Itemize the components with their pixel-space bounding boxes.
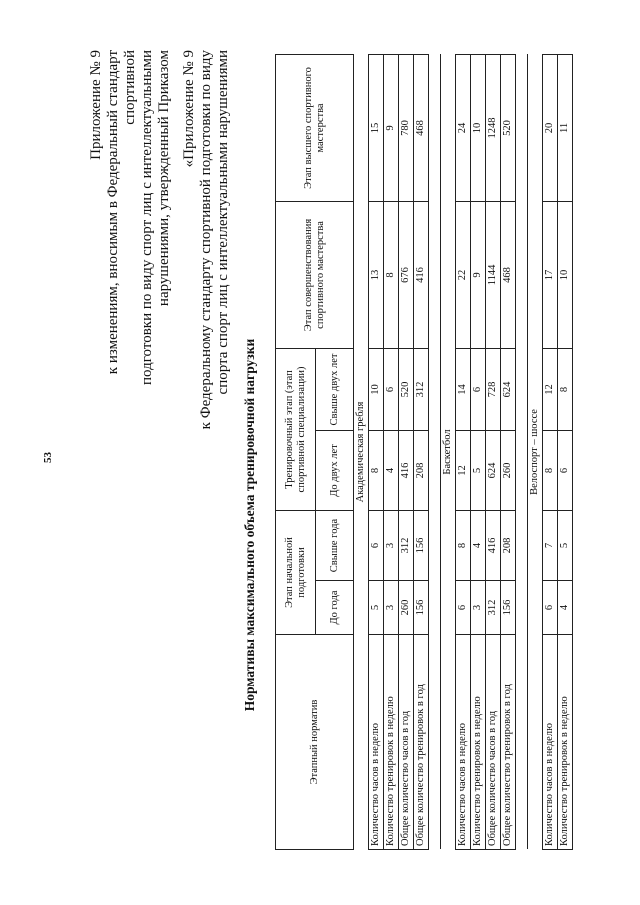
table-cell: 416 xyxy=(486,511,501,581)
subheader-training-2: Свыше двух лет xyxy=(316,348,354,430)
table-cell: 22 xyxy=(456,201,471,348)
row-label: Общее количество тренировок в год xyxy=(414,635,429,850)
subheader-initial-1: До года xyxy=(316,581,354,635)
column-header-improvement: Этап совершенствования спортивного мастерства xyxy=(276,201,354,348)
table-cell: 3 xyxy=(384,581,399,635)
table-cell: 6 xyxy=(471,348,486,430)
row-label: Количество тренировок в неделю xyxy=(384,635,399,850)
section-header-row xyxy=(528,54,543,849)
table-cell: 12 xyxy=(543,348,558,430)
table-row xyxy=(369,54,384,849)
table-cell: 780 xyxy=(399,54,414,201)
row-label: Количество тренировок в неделю xyxy=(558,635,573,850)
table-row xyxy=(558,54,573,849)
table-row xyxy=(399,54,414,849)
row-label: Количество тренировок в неделю xyxy=(471,635,486,850)
row-label: Общее количество часов в год xyxy=(486,635,501,850)
table-row xyxy=(486,54,501,849)
row-label: Общее количество тренировок в год xyxy=(501,635,516,850)
table-row xyxy=(384,54,399,849)
table-cell: 208 xyxy=(501,511,516,581)
table-cell: 312 xyxy=(414,348,429,430)
table-cell: 13 xyxy=(369,201,384,348)
table-cell: 1248 xyxy=(486,54,501,201)
table-cell: 8 xyxy=(369,431,384,511)
table-cell: 312 xyxy=(486,581,501,635)
table-cell: 1144 xyxy=(486,201,501,348)
table-cell: 8 xyxy=(558,348,573,430)
section-spacer xyxy=(516,54,528,849)
table-row xyxy=(471,54,486,849)
table-cell: 5 xyxy=(471,431,486,511)
header-line: нарушениями, утвержденный Приказом xyxy=(156,50,172,307)
row-label: Общее количество часов в год xyxy=(399,635,414,850)
table-cell: 4 xyxy=(471,511,486,581)
column-header-training: Тренировочный этап (этап спортивной специализации) xyxy=(276,348,316,510)
table-cell: 17 xyxy=(543,201,558,348)
table-cell: 11 xyxy=(558,54,573,201)
norms-table xyxy=(275,54,573,850)
table-cell: 208 xyxy=(414,431,429,511)
table-cell: 10 xyxy=(558,201,573,348)
table-cell: 624 xyxy=(501,348,516,430)
table-row xyxy=(501,54,516,849)
table-cell: 728 xyxy=(486,348,501,430)
table-cell: 520 xyxy=(501,54,516,201)
table-cell: 8 xyxy=(456,511,471,581)
column-header-norm: Этапный норматив xyxy=(276,635,354,850)
table-row xyxy=(456,54,471,849)
table-cell: 4 xyxy=(384,431,399,511)
table-cell: 260 xyxy=(501,431,516,511)
table-cell: 156 xyxy=(414,511,429,581)
table-cell: 6 xyxy=(543,581,558,635)
table-cell: 8 xyxy=(384,201,399,348)
subheader-training-1: До двух лет xyxy=(316,431,354,511)
header-line: спорта спорт лиц с интеллектуальными нарушениями xyxy=(215,50,231,395)
table-cell: 416 xyxy=(399,431,414,511)
table-cell: 3 xyxy=(471,581,486,635)
column-header-initial: Этап начальной подготовки xyxy=(276,511,316,635)
table-cell: 4 xyxy=(558,581,573,635)
spacer-cell xyxy=(516,54,528,849)
table-cell: 156 xyxy=(414,581,429,635)
table-cell: 5 xyxy=(558,511,573,581)
section-spacer xyxy=(429,54,441,849)
document-title: Нормативы максимального объема тренировочной нагрузки xyxy=(242,338,257,712)
header-line: «Приложение № 9 xyxy=(181,50,197,168)
table-cell: 468 xyxy=(414,54,429,201)
section-header-row xyxy=(354,54,369,849)
table-cell: 624 xyxy=(486,431,501,511)
table-cell: 9 xyxy=(471,201,486,348)
section-name: Академическая гребля xyxy=(354,54,369,849)
table-cell: 5 xyxy=(369,581,384,635)
table-cell: 468 xyxy=(501,201,516,348)
table-cell: 14 xyxy=(456,348,471,430)
row-label: Количество часов в неделю xyxy=(369,635,384,850)
table-body xyxy=(354,54,573,849)
table-cell: 6 xyxy=(456,581,471,635)
table-cell: 10 xyxy=(471,54,486,201)
header-line: к Федеральному стандарту спортивной подготовки по виду xyxy=(198,50,214,430)
table-cell: 3 xyxy=(384,511,399,581)
table-cell: 520 xyxy=(399,348,414,430)
appendix-header xyxy=(88,50,232,435)
table-cell: 6 xyxy=(384,348,399,430)
table-row xyxy=(414,54,429,849)
section-name: Баскетбол xyxy=(441,54,456,849)
table-cell: 6 xyxy=(558,431,573,511)
table-cell: 156 xyxy=(501,581,516,635)
table-cell: 10 xyxy=(369,348,384,430)
header-line: Приложение № 9 xyxy=(88,50,104,160)
table-cell: 7 xyxy=(543,511,558,581)
header-line: подготовки по виду спорт лиц с интеллектуальными xyxy=(139,50,155,385)
table-cell: 676 xyxy=(399,201,414,348)
table-cell: 6 xyxy=(369,511,384,581)
table-cell: 12 xyxy=(456,431,471,511)
table-cell: 9 xyxy=(384,54,399,201)
section-name: Велоспорт – шоссе xyxy=(528,54,543,849)
subheader-initial-2: Свыше года xyxy=(316,511,354,581)
section-header-row xyxy=(441,54,456,849)
table-cell: 312 xyxy=(399,511,414,581)
table-cell: 24 xyxy=(456,54,471,201)
spacer-cell xyxy=(429,54,441,849)
table-cell: 15 xyxy=(369,54,384,201)
table-cell: 260 xyxy=(399,581,414,635)
table-row xyxy=(543,54,558,849)
row-label: Количество часов в неделю xyxy=(543,635,558,850)
table-cell: 20 xyxy=(543,54,558,201)
column-header-highest: Этап высшего спортивного мастерства xyxy=(276,54,354,201)
page-number: 53 xyxy=(42,452,54,463)
header-line: к изменениям, вносимым в Федеральный стандарт спортивной xyxy=(105,50,138,375)
table-cell: 416 xyxy=(414,201,429,348)
table-cell: 8 xyxy=(543,431,558,511)
row-label: Количество часов в неделю xyxy=(456,635,471,850)
